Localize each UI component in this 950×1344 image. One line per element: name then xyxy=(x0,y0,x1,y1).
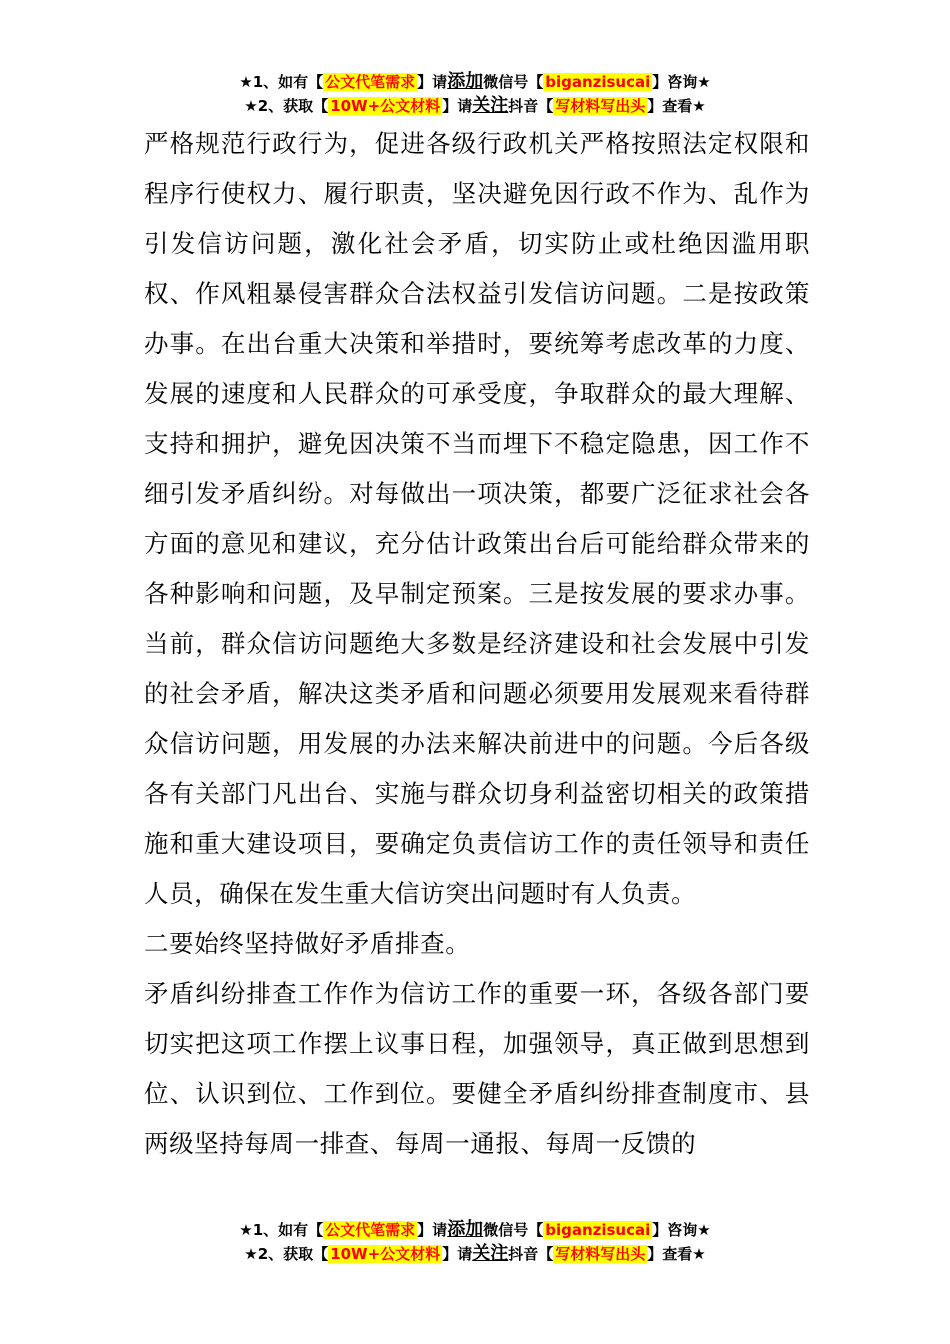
footer-line-1-mid2: 微信号【 xyxy=(483,1221,544,1239)
banner-line-2-highlight-materials: 10W+公文材料 xyxy=(330,97,441,115)
footer-line-1-suffix: 】咨询★ xyxy=(652,1221,711,1239)
banner-line-2-mid2: 抖音【 xyxy=(508,97,554,115)
body-paragraph-1: 严格规范行政行为，促进各级行政机关严格按照法定权限和程序行使权力、履行职责，坚决避免因行政不作为、乱作为引发信访问题，激化社会矛盾，切实防止或杜绝因滥用职权、作风粗暴侵害群众合法权益引发信访问题。二是按政策办事。在出台重大决策和举措时，要统筹考虑改革的力度、发展的速度和人民群众的可承受度，争取群众的最大理解、支持和拥护，避免因决策不当而埋下不稳定隐患，因工作不细引发矛盾纠纷。对每做出一项决策，都要广泛征求社会各方面的意见和建议，充分估计政策出台后可能给群众带来的各种影响和问题，及早制定预案。三是按发展的要求办事。当前，群众信访问题绝大多数是经济建设和社会发展中引发的社会矛盾，解决这类矛盾和问题必须要用发展观来看待群众信访问题，用发展的办法来解决前进中的问题。今后各级各有关部门凡出台、实施与群众切身利益密切相关的政策措施和重大建设项目，要确定负责信访工作的责任领导和责任人员，确保在发生重大信访突出问题时有人负责。 xyxy=(144,129,810,908)
banner-line-2-suffix: 】查看★ xyxy=(647,97,706,115)
footer-line-1-highlight-service: 公文代笔需求 xyxy=(325,1221,416,1239)
banner-line-1-highlight-wechat: biganzisucai xyxy=(545,73,651,91)
banner-line-2-prefix: ★2、获取【 xyxy=(244,97,329,115)
footer-line-2-suffix: 】查看★ xyxy=(647,1245,706,1263)
banner-line-1-prefix: ★1、如有【 xyxy=(239,73,324,91)
footer-line-1-prefix: ★1、如有【 xyxy=(239,1221,324,1239)
banner-line-1-underlined: 添加 xyxy=(447,71,484,92)
banner-line-2-underlined: 关注 xyxy=(472,95,509,116)
footer-line-2-mid: 】请 xyxy=(442,1245,473,1263)
footer-banner xyxy=(0,1218,950,1266)
banner-line-2-highlight-douyin: 写材料写出头 xyxy=(555,97,646,115)
banner-line-2-mid: 】请 xyxy=(442,97,473,115)
banner-line-1 xyxy=(0,70,950,94)
body-paragraph-2: 矛盾纠纷排查工作作为信访工作的重要一环，各级各部门要切实把这项工作摆上议事日程，加强领导，真正做到思想到位、认识到位、工作到位。要健全矛盾纠纷排查制度市、县两级坚持每周一排查、每周一通报、每周一反馈的 xyxy=(144,979,810,1158)
footer-line-2-mid2: 抖音【 xyxy=(508,1245,554,1263)
banner-line-1-highlight-service: 公文代笔需求 xyxy=(325,73,416,91)
footer-line-1 xyxy=(0,1218,950,1242)
banner-line-1-suffix: 】咨询★ xyxy=(652,73,711,91)
footer-line-1-underlined: 添加 xyxy=(447,1219,484,1240)
banner-line-2 xyxy=(0,94,950,118)
banner-line-1-mid2: 微信号【 xyxy=(483,73,544,91)
header-banner xyxy=(0,70,950,118)
footer-line-2-highlight-materials: 10W+公文材料 xyxy=(330,1245,441,1263)
document-body xyxy=(144,119,810,1169)
banner-line-1-mid: 】请 xyxy=(417,73,448,91)
footer-line-2-highlight-douyin: 写材料写出头 xyxy=(555,1245,646,1263)
footer-line-2 xyxy=(0,1242,950,1266)
footer-line-1-mid: 】请 xyxy=(417,1221,448,1239)
footer-line-1-highlight-wechat: biganzisucai xyxy=(545,1221,651,1239)
footer-line-2-underlined: 关注 xyxy=(472,1243,509,1264)
section-heading: 二要始终坚持做好矛盾排查。 xyxy=(144,929,471,958)
footer-line-2-prefix: ★2、获取【 xyxy=(244,1245,329,1263)
